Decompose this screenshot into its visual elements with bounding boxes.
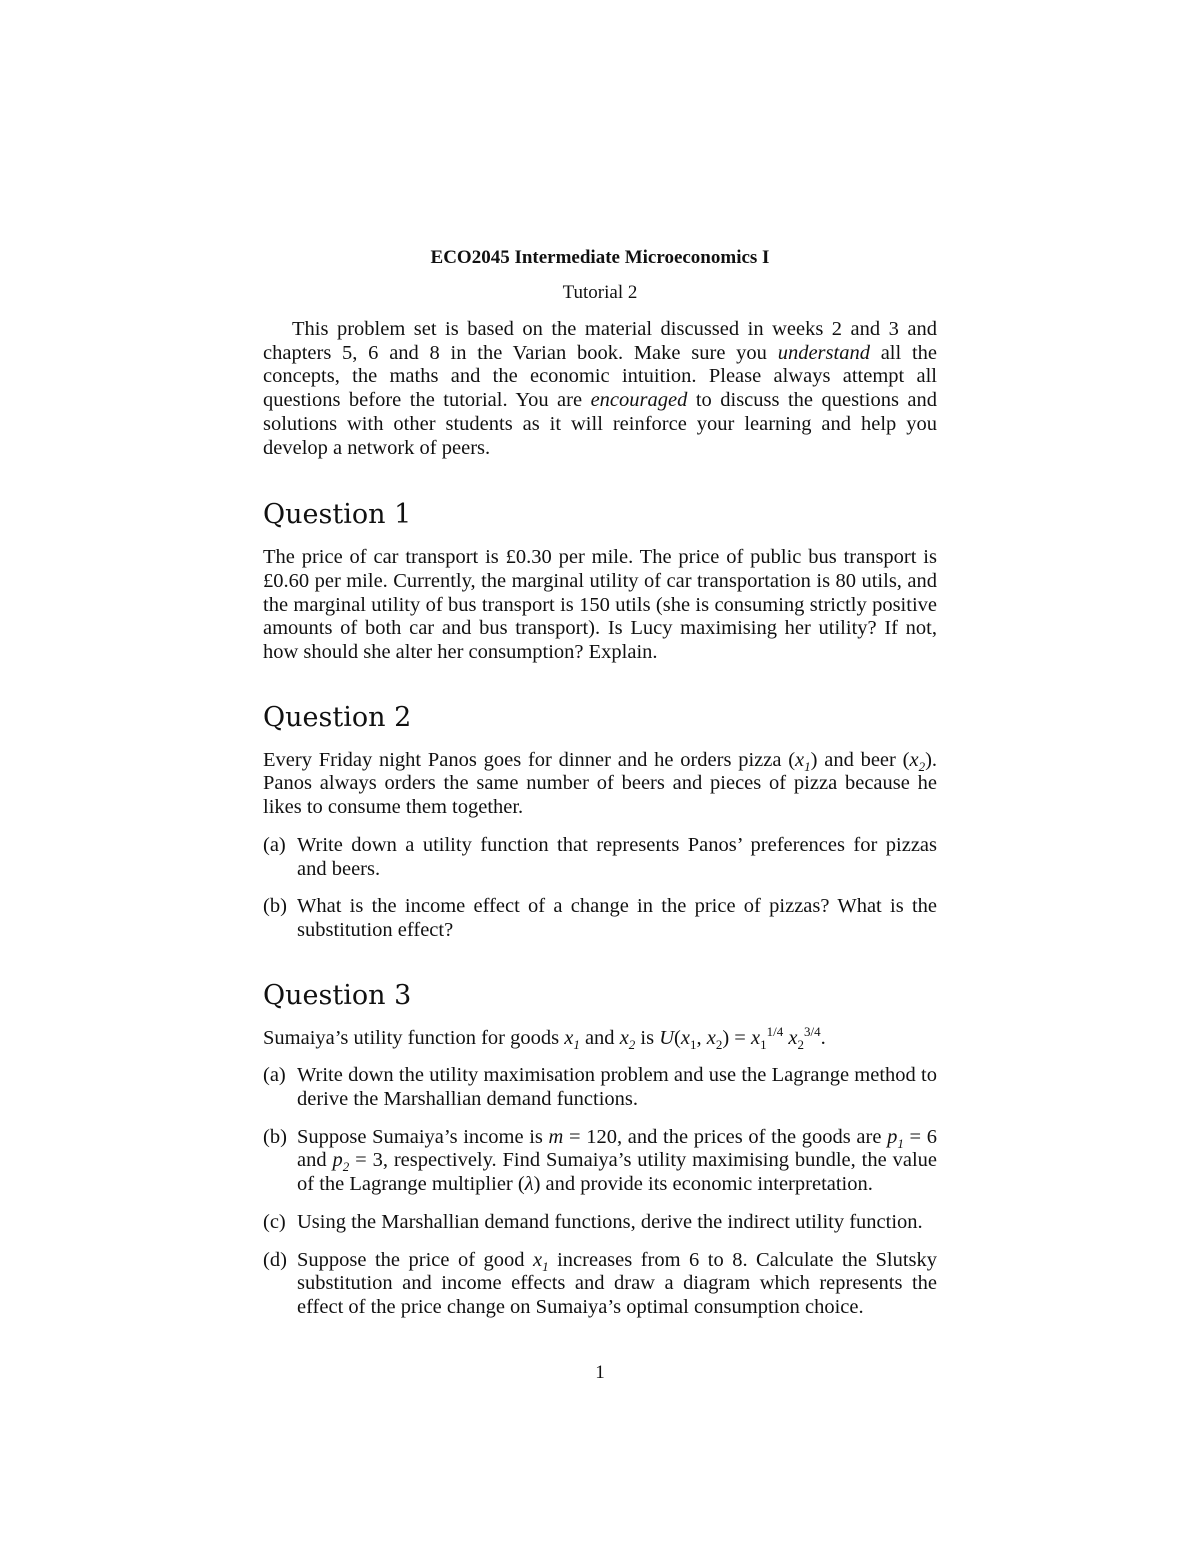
part-label: (b) (263, 895, 287, 918)
question-3-part-c (263, 1211, 937, 1235)
math-lambda: λ (524, 1173, 534, 1196)
part-text-a: Suppose the price of good (297, 1248, 533, 1271)
part-text-b: increases from 6 to 8. Calculate the Slutsky substitution and income effects and draw a diagram which represents the effect of the price change on Sumaiya’s optimal consumption choice. (297, 1248, 937, 1318)
question-3-part-b (263, 1126, 937, 1197)
part-text: What is the income effect of a change in the price of pizzas? What is the substitution effect? (297, 895, 937, 941)
question-3-heading: Question 3 (263, 979, 412, 1011)
part-text: Write down a utility function that represents Panos’ preferences for pizzas and beers. (297, 833, 937, 880)
math-p2: $p_2$ (332, 1149, 350, 1175)
part-label: (c) (263, 1210, 286, 1233)
part-label: (b) (263, 1125, 287, 1148)
intro-emphasis-encouraged: encouraged (590, 389, 688, 412)
part-label: (d) (263, 1248, 287, 1271)
exponent-2: 3/4 (803, 1023, 821, 1039)
math-x2: $x_2$ (619, 1026, 636, 1052)
question-2-intro (263, 749, 937, 820)
q2-intro-text-b: ) and beer ( (810, 748, 910, 771)
math-x2: $x_2$ (909, 748, 926, 774)
part-text-a: Suppose Sumaiya’s income is (297, 1125, 549, 1148)
math-x1: $x_1$ (564, 1026, 580, 1052)
utility-function-formula: $U(x_1$, $x_2) = x_1^{1/4}$ $x_2^{3/4}$. (659, 1023, 826, 1052)
course-title: ECO2045 Intermediate Microeconomics I (430, 247, 770, 268)
part-text: Write down the utility maximisation problem and use the Lagrange method to derive the Marshallian demand functions. (297, 1064, 937, 1111)
part-text-c: = 6 and (297, 1125, 938, 1172)
question-2-part-b (263, 895, 937, 942)
q2-intro-text-a: Every Friday night Panos goes for dinner and he orders pizza ( (263, 748, 796, 771)
question-3-part-a (263, 1064, 937, 1111)
question-3-part-d (263, 1249, 937, 1320)
question-2-part-a (263, 834, 937, 881)
math-m: m (548, 1125, 564, 1148)
part-text-b: = 120, and the prices of the goods are (563, 1125, 888, 1148)
q3-intro-text-a: Sumaiya’s utility function for goods (263, 1026, 565, 1049)
page-content (263, 240, 937, 1320)
intro-paragraph (263, 318, 937, 460)
part-text-d: = 3, respectively. Find Sumaiya’s utility maximising bundle, the value of the Lagrange multiplier ( (297, 1149, 937, 1196)
intro-text-3: to discuss the questions and solutions with other students as it will reinforce your learning and help you develop a network of peers. (263, 389, 937, 459)
part-label: (a) (263, 1064, 286, 1087)
part-text: Using the Marshallian demand functions, derive the indirect utility function. (297, 1210, 923, 1233)
part-text-e: ) and provide its economic interpretation. (533, 1173, 873, 1196)
part-label: (a) (263, 833, 286, 856)
q3-intro-text-b: and (579, 1026, 620, 1049)
question-1-text: The price of car transport is £0.30 per mile. The price of public bus transport is £0.60 per mile. Currently, the marginal utility of car transportation is 80 utils, and the marginal utility of bus transport is 150 utils (she is consuming strictly positive amounts of both car and bus transport). Is Lucy maximising her utility? If not, how should she alter her consumption? Explain. (263, 546, 937, 664)
intro-emphasis-understand: understand (777, 341, 870, 364)
intro-text-2: all the concepts, the maths and the economic intuition. Please always attempt all questions before the tutorial. You are (263, 341, 937, 412)
question-3-intro (263, 1023, 937, 1052)
exponent-1: 1/4 (766, 1023, 784, 1039)
intro-text-1: This problem set is based on the material discussed in weeks 2 and 3 and chapters 5, 6 and 8 in the Varian book. Make sure you (263, 318, 937, 364)
question-1-heading: Question 1 (263, 499, 412, 531)
question-3-parts (263, 1064, 937, 1319)
page-number: 1 (595, 1362, 605, 1383)
tutorial-title: Tutorial 2 (562, 282, 638, 303)
q2-intro-text-c: ). Panos always orders the same number of beers and pieces of pizza because he likes to consume them together. (263, 748, 938, 819)
question-2-parts (263, 834, 937, 943)
math-x1: $x_1$ (533, 1248, 549, 1274)
question-2-heading: Question 2 (263, 701, 412, 733)
q3-intro-text-c: is (635, 1026, 660, 1049)
math-p1: $p_1$ (887, 1125, 904, 1151)
math-x1: $x_1$ (795, 748, 811, 774)
